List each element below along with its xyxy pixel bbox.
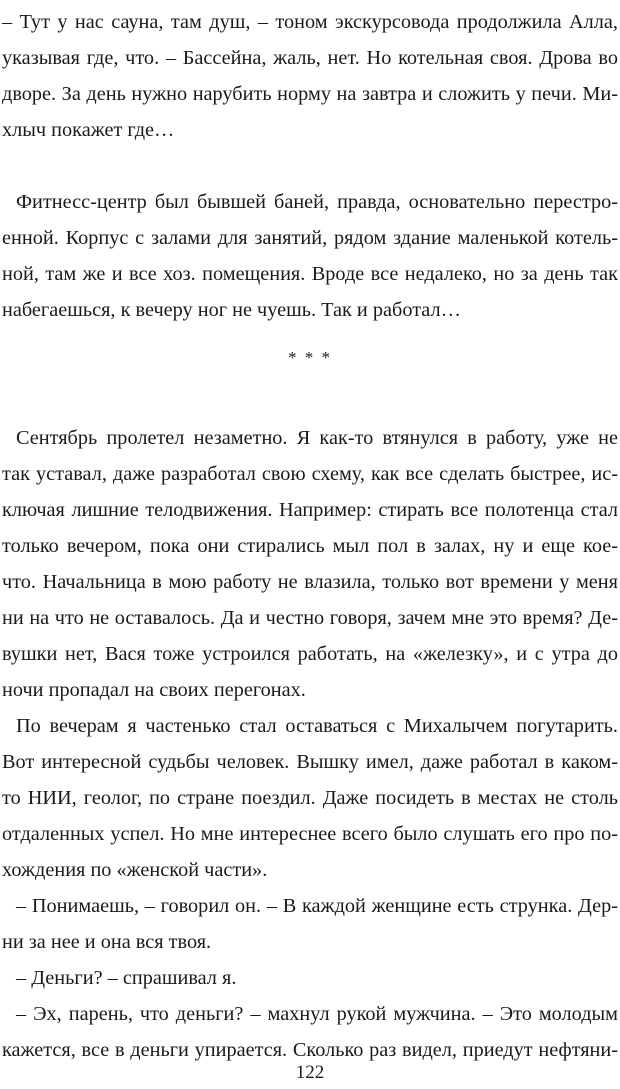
text-line: – Эх, парень, что деньги? – махнул рукой мужчина. – Это молодым	[16, 1003, 618, 1025]
text-line: – Понимаешь, – говорил он. – В каждой женщине есть струнка. Дер-	[16, 895, 618, 917]
text-line: только вечером, пока они стирались мыл пол в залах, ну и еще кое-	[2, 535, 618, 557]
text-line: то НИИ, геолог, по стране поездил. Даже посидеть в местах не столь	[2, 787, 618, 809]
text-line: ной, там же и все хоз. помещения. Вроде все недалеко, но за день так	[2, 263, 618, 285]
text-line: – Деньги? – спрашивал я.	[16, 967, 237, 989]
text-line: – Тут у нас сауна, там душ, – тоном экскурсовода продолжила Алла,	[2, 11, 618, 33]
text-line: Фитнесс-центр был бывшей баней, правда, основательно перестро-	[16, 191, 618, 213]
text-line: кажется, все в деньги упирается. Сколько раз видел, приедут нефтяни-	[2, 1039, 618, 1061]
text-line: набегаешься, к вечеру ног не чуешь. Так и работал…	[2, 299, 461, 321]
text-line: Сентябрь пролетел незаметно. Я как-то втянулся в работу, уже не	[16, 427, 618, 449]
text-line: хлыч покажет где…	[2, 119, 175, 141]
text-line: Вот интересной судьбы человек. Вышку имел, даже работал в каком-	[2, 751, 618, 773]
text-line: указывая где, что. – Бассейна, жаль, нет. Но котельная своя. Дрова во	[2, 47, 618, 69]
text-line: ни на что не оставалось. Да и честно говоря, зачем мне это время? Де-	[2, 607, 618, 629]
text-line: отдаленных успел. Но мне интереснее всего было слушать его про по-	[2, 823, 618, 845]
text-line: ни за нее и она вся твоя.	[2, 931, 212, 953]
page-number: 122	[295, 1062, 325, 1083]
text-line: хождения по «женской части».	[2, 859, 268, 881]
text-line: вушки нет, Вася тоже устроился работать, на «железку», и с утра до	[2, 643, 618, 665]
text-line: так уставал, даже разработал свою схему, как все сделать быстрее, ис-	[2, 463, 618, 485]
text-line: енной. Корпус с залами для занятий, рядом здание маленькой котель-	[2, 227, 618, 249]
text-line: дворе. За день нужно нарубить норму на завтра и сложить у печи. Ми-	[2, 83, 618, 105]
text-line: ночи пропадал на своих перегонах.	[2, 679, 306, 701]
text-line: что. Начальница в мою работу не влазила, только вот времени у меня	[2, 571, 618, 593]
text-line: ключая лишние телодвижения. Например: стирать все полотенца стал	[2, 499, 618, 521]
section-separator: * * *	[288, 348, 332, 367]
text-line: По вечерам я частенько стал оставаться с Михалычем погутарить.	[16, 715, 618, 737]
